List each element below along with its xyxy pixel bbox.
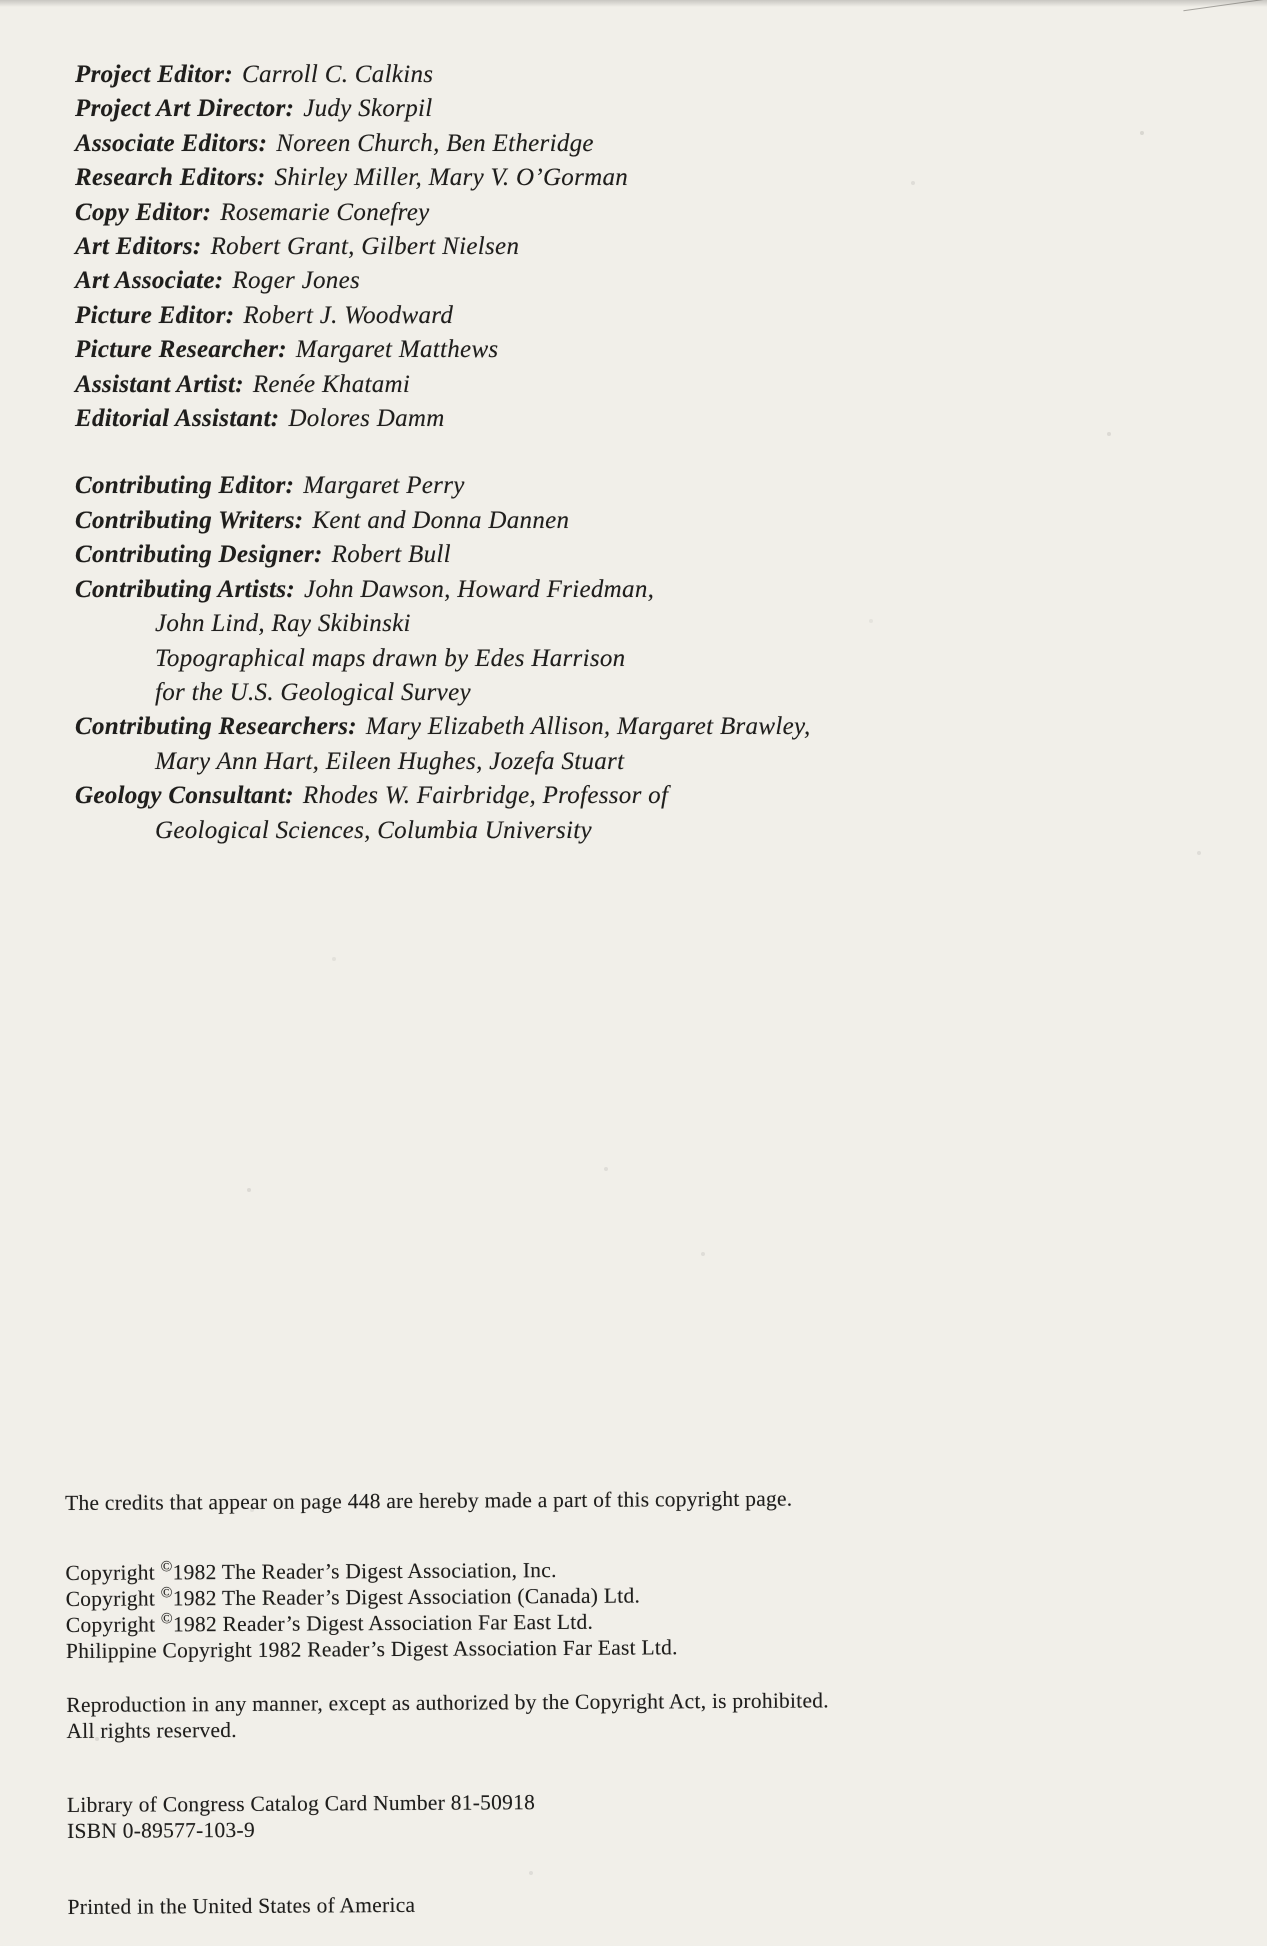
credits-group-gap bbox=[75, 436, 1125, 469]
credit-value: Kent and Donna Dannen bbox=[312, 507, 569, 534]
credit-continuation: Topographical maps drawn by Edes Harrison bbox=[75, 642, 1125, 676]
credit-row bbox=[75, 368, 1125, 402]
copyright-symbol: © bbox=[160, 1558, 172, 1575]
credit-value: John Dawson, Howard Friedman, bbox=[304, 576, 654, 603]
credit-value: Carroll C. Calkins bbox=[242, 61, 433, 88]
credit-value: Rosemarie Conefrey bbox=[220, 199, 429, 226]
reproduction-line: Reproduction in any manner, except as authorized by the Copyright Act, is prohibited. bbox=[66, 1685, 1166, 1718]
credit-label: Contributing Artists: bbox=[75, 576, 295, 603]
credit-row bbox=[75, 538, 1125, 572]
credit-value: Margaret Matthews bbox=[296, 336, 499, 363]
credit-label: Geology Consultant: bbox=[75, 782, 294, 809]
credit-value: Renée Khatami bbox=[253, 371, 410, 398]
copyright-holder: 1982 Reader’s Digest Association Far East Ltd. bbox=[258, 1635, 678, 1662]
credit-value: Judy Skorpil bbox=[303, 95, 432, 122]
credit-row bbox=[75, 230, 1125, 264]
credit-label: Contributing Editor: bbox=[75, 472, 294, 499]
isbn-number: ISBN 0-89577-103-9 bbox=[67, 1811, 1167, 1844]
credit-label: Picture Editor: bbox=[75, 302, 234, 329]
catalog-block bbox=[67, 1785, 1167, 1844]
credit-row bbox=[75, 402, 1125, 436]
credit-row bbox=[75, 333, 1125, 367]
credit-label: Picture Researcher: bbox=[75, 336, 287, 363]
credit-label: Project Editor: bbox=[75, 61, 233, 88]
copyright-holder: 1982 Reader’s Digest Association Far East Ltd. bbox=[173, 1610, 593, 1637]
credit-row bbox=[75, 504, 1125, 538]
rights-reserved-line: All rights reserved. bbox=[66, 1711, 1166, 1744]
credit-value: Margaret Perry bbox=[303, 472, 464, 499]
copyright-holder: 1982 The Reader’s Digest Association (Canada) Ltd. bbox=[173, 1583, 640, 1610]
legal-block bbox=[65, 1483, 1168, 1946]
credit-label: Contributing Researchers: bbox=[75, 713, 357, 740]
reproduction-notice bbox=[66, 1685, 1166, 1744]
credit-row bbox=[75, 161, 1125, 195]
copyright-line bbox=[66, 1631, 1166, 1664]
credit-continuation: Geological Sciences, Columbia University bbox=[75, 814, 1125, 848]
credit-label: Art Associate: bbox=[75, 267, 223, 294]
credit-label: Contributing Writers: bbox=[75, 507, 303, 534]
credit-value: Robert J. Woodward bbox=[243, 302, 453, 329]
copyright-symbol: © bbox=[161, 1610, 173, 1627]
copyright-word: Philippine Copyright bbox=[66, 1638, 252, 1663]
credit-value: Robert Grant, Gilbert Nielsen bbox=[211, 233, 520, 260]
credit-continuation: Mary Ann Hart, Eileen Hughes, Jozefa Stuart bbox=[75, 745, 1125, 779]
credit-row bbox=[75, 779, 1125, 813]
copyright-symbol: © bbox=[161, 1584, 173, 1601]
credit-row bbox=[75, 196, 1125, 230]
credit-row bbox=[75, 58, 1125, 92]
credit-label: Assistant Artist: bbox=[75, 371, 244, 398]
credit-row bbox=[75, 264, 1125, 298]
credit-row bbox=[75, 299, 1125, 333]
credit-label: Editorial Assistant: bbox=[75, 405, 279, 432]
copyright-word: Copyright bbox=[65, 1560, 155, 1585]
scan-speckle-artifacts bbox=[0, 0, 2, 2]
copyright-block bbox=[65, 1553, 1166, 1664]
contributing-credits bbox=[75, 469, 1125, 847]
credit-value: Robert Bull bbox=[332, 541, 451, 568]
copyright-holder: 1982 The Reader’s Digest Association, Inc. bbox=[173, 1558, 557, 1584]
credit-value: Noreen Church, Ben Etheridge bbox=[276, 130, 594, 157]
credit-value: Mary Elizabeth Allison, Margaret Brawley, bbox=[366, 713, 811, 740]
credit-label: Copy Editor: bbox=[75, 199, 211, 226]
credit-continuation: John Lind, Ray Skibinski bbox=[75, 607, 1125, 641]
scan-top-edge-artifact bbox=[0, 0, 1267, 7]
credit-label: Art Editors: bbox=[75, 233, 202, 260]
credit-value: Shirley Miller, Mary V. O’Gorman bbox=[275, 164, 629, 191]
credit-row bbox=[75, 573, 1125, 607]
credit-value: Roger Jones bbox=[232, 267, 360, 294]
credit-label: Contributing Designer: bbox=[75, 541, 323, 568]
copyright-word: Copyright bbox=[66, 1586, 156, 1611]
staff-credits bbox=[75, 58, 1125, 436]
credit-row bbox=[75, 710, 1125, 744]
copyright-word: Copyright bbox=[66, 1612, 156, 1637]
credit-row bbox=[75, 92, 1125, 126]
credit-value: Dolores Damm bbox=[288, 405, 444, 432]
printed-in-line: Printed in the United States of America bbox=[67, 1887, 1167, 1920]
credit-label: Research Editors: bbox=[75, 164, 266, 191]
credits-block bbox=[75, 58, 1125, 848]
credit-row bbox=[75, 127, 1125, 161]
credit-continuation: for the U.S. Geological Survey bbox=[75, 676, 1125, 710]
loc-catalog-number: Library of Congress Catalog Card Number 81-50918 bbox=[67, 1785, 1167, 1818]
credits-note: The credits that appear on page 448 are hereby made a part of this copyright page. bbox=[65, 1483, 1165, 1516]
credit-label: Project Art Director: bbox=[75, 95, 294, 122]
credit-row bbox=[75, 469, 1125, 503]
credit-label: Associate Editors: bbox=[75, 130, 267, 157]
credit-value: Rhodes W. Fairbridge, Professor of bbox=[303, 782, 668, 809]
